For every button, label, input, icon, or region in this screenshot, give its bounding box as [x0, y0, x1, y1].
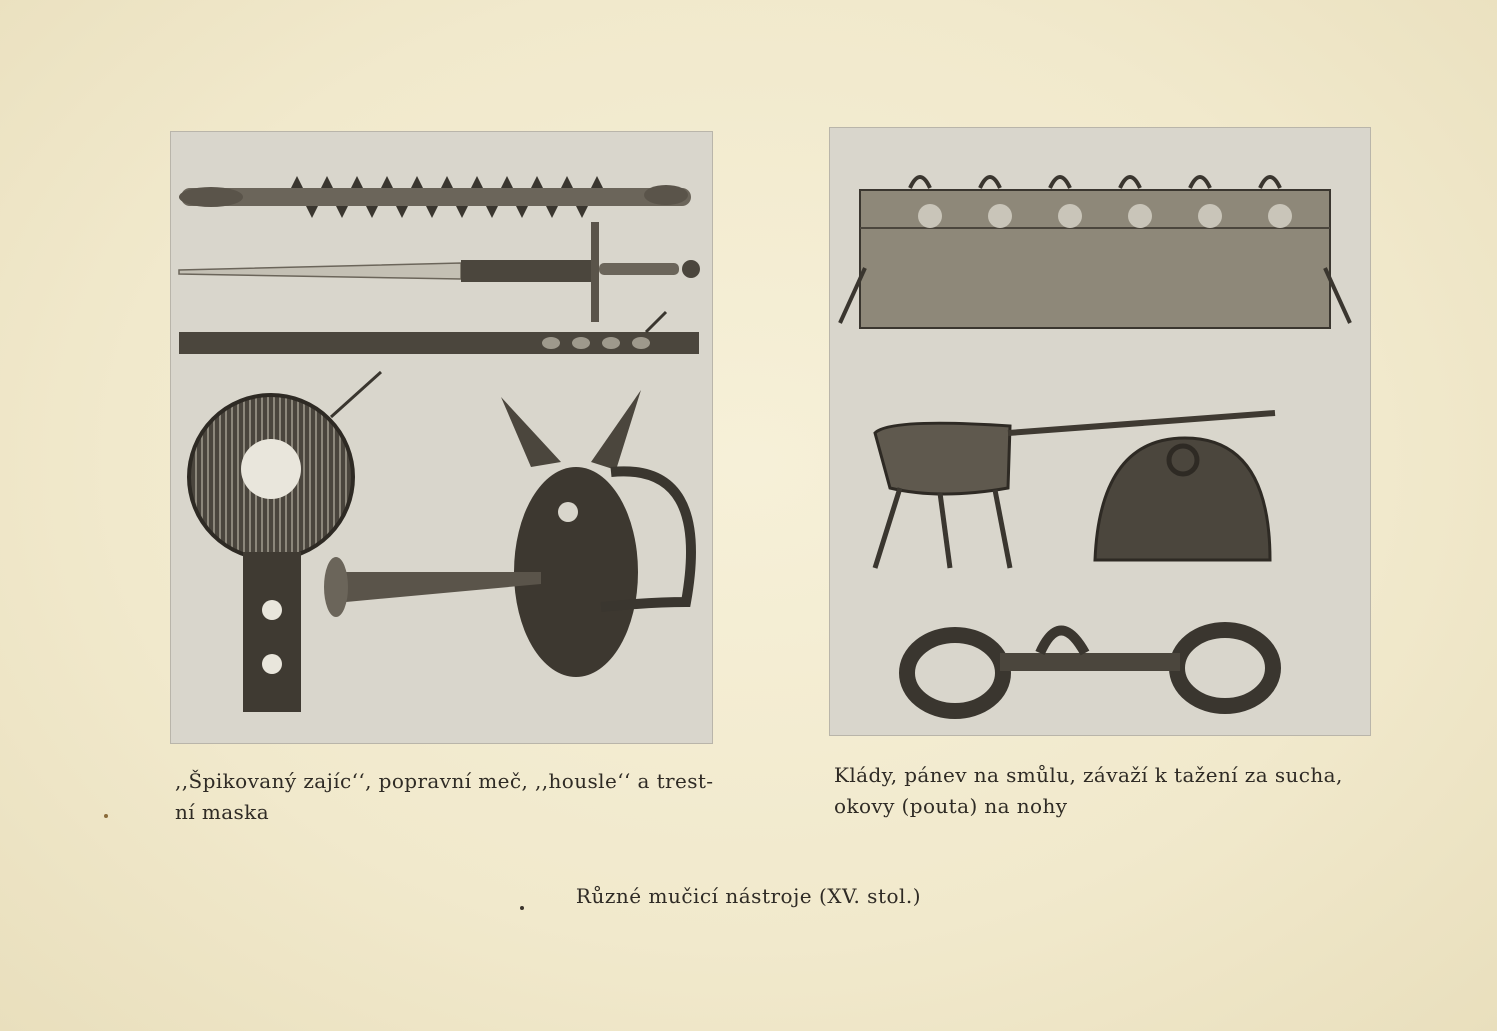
figure-title: Různé mučicí nástroje (XV. stol.): [575, 884, 922, 908]
caption-left: [175, 766, 715, 828]
photo-plate-torture-tools-right: [829, 127, 1371, 736]
stocks-pan-weight-shackles-illustration: [830, 128, 1370, 735]
fiddle-board: [179, 312, 699, 354]
neck-collar-with-plate: [189, 372, 381, 712]
shame-mask: [324, 390, 691, 677]
photo-plate-torture-tools-left: [170, 131, 713, 744]
wooden-stocks: [840, 177, 1350, 328]
drought-weight-bell: [1095, 438, 1270, 560]
spiked-hare-roller: [179, 176, 691, 218]
torture-tools-illustration: [171, 132, 712, 743]
caption-right-line-2: okovy (pouta) na nohy: [834, 794, 1068, 818]
caption-right: [834, 760, 1374, 822]
paper-speck: [104, 814, 108, 818]
execution-sword: [179, 222, 700, 322]
leg-shackles: [907, 630, 1273, 711]
caption-left-line-1: ,,Špikovaný zajíc‘‘, popravní meč, ,,housle‘‘ a trest-: [175, 769, 714, 793]
caption-left-line-2: ní maska: [175, 800, 270, 824]
caption-right-line-1: Klády, pánev na smůlu, závaží k tažení za sucha,: [834, 763, 1343, 787]
